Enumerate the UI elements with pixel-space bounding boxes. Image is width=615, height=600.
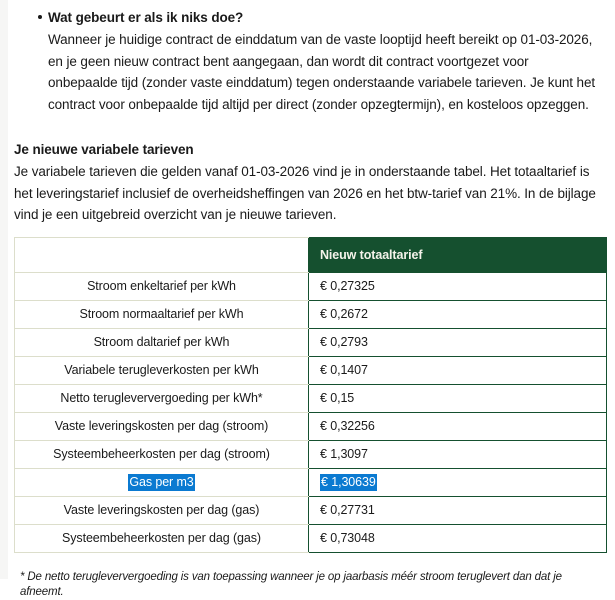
table-cell-value[interactable]: € 1,3097 <box>309 440 607 468</box>
tariff-table-head <box>15 237 607 272</box>
faq-answer: Wanneer je huidige contract de einddatum van de vaste looptijd heeft bereikt op 01-03-2026, en je geen nieuw contract bent aangegaan, dan wordt dit contract voortgezet voor onbepaalde tijd (zonder vaste einddatum) tegen onderstaande variabele tarieven. Je kunt het contract voor onbepaalde tijd altijd per direct (zonder opzegtermijn), en kosteloos opzeggen. <box>48 32 596 112</box>
table-row[interactable] <box>15 524 607 552</box>
table-row[interactable] <box>15 384 607 412</box>
table-cell-value[interactable]: € 0,32256 <box>309 412 607 440</box>
table-cell-label[interactable]: Stroom enkeltarief per kWh <box>15 272 309 300</box>
selected-text-label: Gas per m3 <box>129 475 194 489</box>
table-row[interactable] <box>15 440 607 468</box>
table-cell-label[interactable]: Netto terugleververgoeding per kWh* <box>15 384 309 412</box>
table-row[interactable] <box>15 468 607 496</box>
table-cell-label[interactable]: Vaste leveringskosten per dag (gas) <box>15 496 309 524</box>
table-cell-label[interactable] <box>15 468 309 496</box>
tariffs-section <box>8 140 615 226</box>
faq-question: Wat gebeurt er als ik niks doe? <box>48 10 244 25</box>
table-cell-value[interactable]: € 0,2793 <box>309 328 607 356</box>
page-left-gutter <box>0 0 8 579</box>
table-row[interactable] <box>15 272 607 300</box>
table-cell-value[interactable]: € 0,15 <box>309 384 607 412</box>
table-row[interactable] <box>15 412 607 440</box>
table-footnote: * De netto terugleververgoeding is van toepassing wanneer je op jaarbasis méér stroom teruglevert dan dat je afneemt. <box>20 570 562 598</box>
table-row[interactable] <box>15 300 607 328</box>
document-page <box>8 0 615 598</box>
table-row[interactable] <box>15 328 607 356</box>
table-header-row <box>15 237 607 272</box>
table-cell-value[interactable] <box>309 468 607 496</box>
header-cell-new-total-tariff: Nieuw totaaltarief <box>309 237 607 272</box>
table-cell-value[interactable]: € 0,27325 <box>309 272 607 300</box>
table-cell-label[interactable]: Systeembeheerkosten per dag (gas) <box>15 524 309 552</box>
table-cell-value[interactable]: € 0,73048 <box>309 524 607 552</box>
selected-text-value: € 1,30639 <box>321 475 376 489</box>
table-cell-value[interactable]: € 0,27731 <box>309 496 607 524</box>
faq-bullet-block <box>8 0 615 115</box>
section-intro-text: Je variabele tarieven die gelden vanaf 01-03-2026 vind je in onderstaande tabel. Het totaaltarief is het leveringstarief inclusief de overheidsheffingen van 2026 en het btw-tarief van 21%. In de bijlage vind je een uitgebreid overzicht van je nieuwe tarieven. <box>14 164 596 222</box>
table-cell-label[interactable]: Variabele terugleverkosten per kWh <box>15 356 309 384</box>
table-cell-value[interactable]: € 0,2672 <box>309 300 607 328</box>
table-cell-label[interactable]: Systeembeheerkosten per dag (stroom) <box>15 440 309 468</box>
bullet-dot-icon <box>38 15 42 19</box>
tariff-table <box>14 237 607 553</box>
tariff-table-container <box>8 226 615 553</box>
section-heading: Je nieuwe variabele tarieven <box>14 142 194 157</box>
table-row[interactable] <box>15 496 607 524</box>
tariff-table-body <box>15 272 607 552</box>
table-row[interactable] <box>15 356 607 384</box>
table-cell-label[interactable]: Stroom daltarief per kWh <box>15 328 309 356</box>
faq-bullet-item <box>8 9 615 115</box>
table-cell-value[interactable]: € 0,1407 <box>309 356 607 384</box>
table-cell-label[interactable]: Vaste leveringskosten per dag (stroom) <box>15 412 309 440</box>
table-cell-label[interactable]: Stroom normaaltarief per kWh <box>15 300 309 328</box>
header-cell-empty <box>15 237 309 272</box>
